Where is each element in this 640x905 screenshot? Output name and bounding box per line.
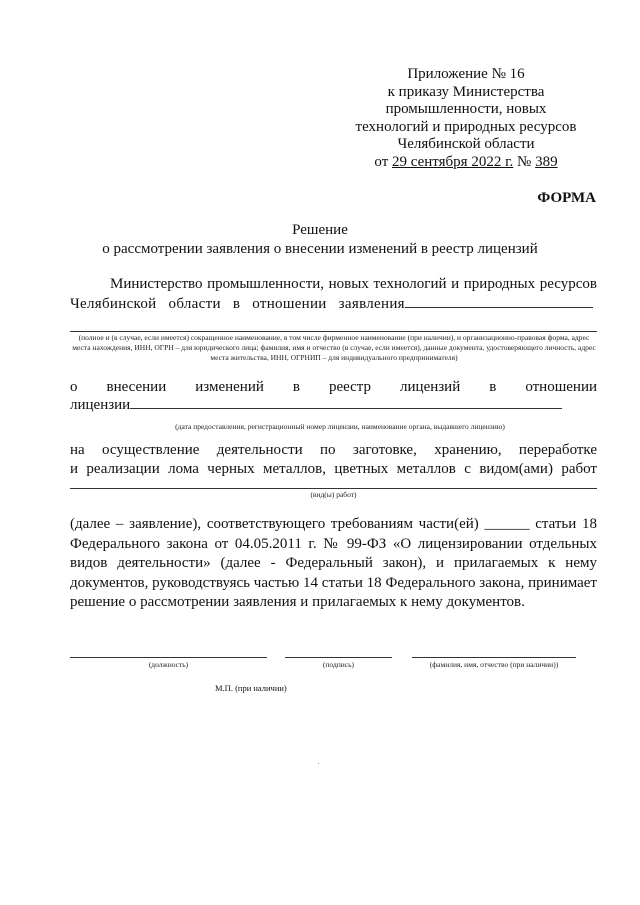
appendix-line-4: технологий и природных ресурсов — [355, 118, 577, 135]
about-line-2-text: лицензии — [70, 397, 131, 413]
position-hint: (должность) — [148, 660, 189, 669]
order-number: 389 — [535, 153, 558, 170]
appendix-line-3: промышленности, новых — [385, 101, 547, 117]
fullname-field-line[interactable] — [412, 657, 576, 658]
about-line-2 — [70, 395, 597, 415]
document-title: Решение — [292, 222, 348, 238]
intro-line-2 — [70, 294, 597, 314]
number-prefix: № — [513, 153, 536, 170]
about-line-1: о внесении изменений в реестр лицензий в отношении — [70, 379, 597, 395]
applicant-hint: (полное и (в случае, если имеется) сокращенное наименование, в том числе фирменное наименование (при наличии), и организационно-правовая форма, адрес места нахождения, ИНН, ОГРН – для юридического лица; фамилия, имя и отчество (в случае, если имеется), данные документа, удостоверяющего личность, адрес места жительства, ИНН, ОГРНИП – для индивидуального предпринимателя) — [72, 333, 596, 362]
stamp-label: М.П. (при наличии) — [215, 683, 287, 693]
license-hint: (дата предоставления, регистрационный номер лицензии, наименование органа, выдавшего лицензию) — [175, 422, 505, 431]
intro-line-1: Министерство промышленности, новых технологий и природных ресурсов — [110, 276, 597, 292]
scan-speck — [318, 763, 319, 764]
decision-paragraph: (далее – заявление), соответствующего требованиям части(ей) ______ статьи 18 Федерального закона от 04.05.2011 г. № 99-ФЗ «О лицензировании отдельных видов деятельности» (далее - Федеральный закон), и прилагаемых к нему документов, руководствуясь частью 14 статьи 18 Федерального закона, принимает решение о рассмотрении заявления и прилагаемых к нему документов. — [70, 516, 597, 610]
activity-line-2: и реализации лома черных металлов, цветных металлов с видом(ами) работ — [70, 461, 597, 477]
order-date: 29 сентября 2022 г. — [392, 153, 514, 170]
appendix-number: Приложение № 16 — [407, 66, 525, 82]
activity-line-1: на осуществление деятельности по заготовке, хранению, переработке — [70, 442, 597, 458]
applicant-field[interactable] — [405, 294, 593, 308]
date-prefix: от — [374, 153, 392, 170]
applicant-field-line[interactable] — [70, 331, 597, 332]
fullname-hint: (фамилия, имя, отчество (при наличии)) — [429, 660, 559, 669]
form-label: ФОРМА — [537, 190, 596, 206]
work-type-field-line[interactable] — [70, 488, 597, 489]
appendix-header — [336, 66, 596, 171]
signature-field-line[interactable] — [285, 657, 392, 658]
document-subtitle: о рассмотрении заявления о внесении изменений в реестр лицензий — [102, 241, 538, 257]
appendix-line-5: Челябинской области — [397, 136, 535, 152]
position-field-line[interactable] — [70, 657, 267, 658]
work-type-hint: (вид(ы) работ) — [310, 490, 357, 499]
license-field[interactable] — [130, 395, 562, 409]
appendix-line-2: к приказу Министерства — [387, 83, 545, 100]
appendix-date-line — [336, 154, 596, 172]
signature-hint: (подпись) — [322, 660, 355, 669]
intro-line-2-text: Челябинской области в отношении заявления — [70, 296, 405, 312]
